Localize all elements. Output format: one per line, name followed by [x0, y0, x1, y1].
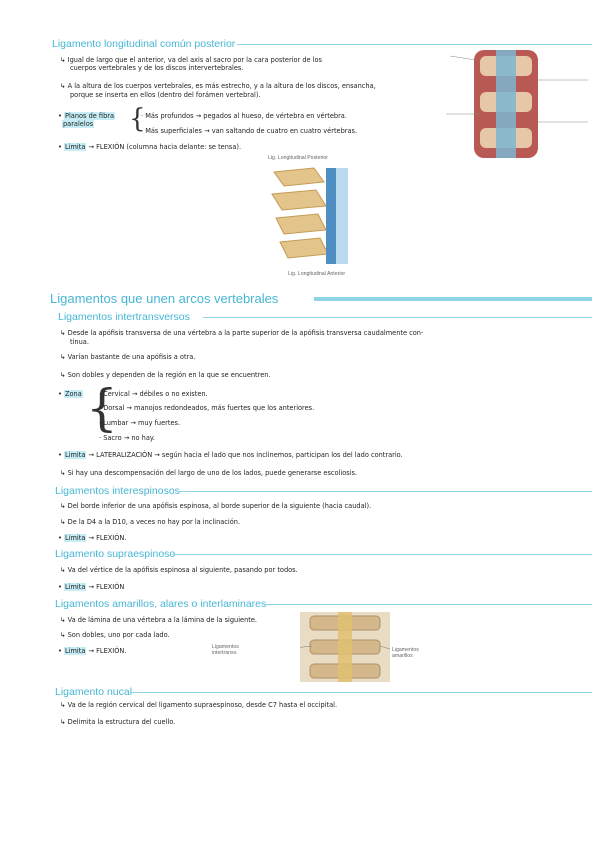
section-title-supraespinoso: Ligamento supraespinoso: [55, 548, 176, 560]
brace: {: [86, 379, 118, 437]
figure-label-left: Ligamentos intertransv.: [212, 644, 239, 656]
section-title-posterior: Ligamento longitudinal común posterior: [52, 38, 236, 50]
limita-line: • Limita → FLEXIÓN.: [58, 647, 127, 655]
text-line: tinua.: [70, 338, 89, 346]
zona-label: • Zona: [58, 390, 82, 398]
title-rule: [172, 554, 592, 555]
zona-item: · Dorsal → manojos redondeados, más fuertes que los anteriores.: [99, 404, 315, 412]
limita-line: • Limita → FLEXIÓN.: [58, 534, 127, 542]
zona-item: · Sacro → no hay.: [99, 434, 155, 442]
zona-item: · Cervical → débiles o no existen.: [99, 390, 208, 398]
spine-posterior-figure: [440, 46, 590, 162]
section-title-amarillos: Ligamentos amarillos, alares o interlaminares: [55, 598, 267, 610]
text-line: ↳ Desde la apófisis transversa de una vértebra a la parte superior de la apófisis transversa caudalmente con-: [60, 329, 424, 337]
text-line: ↳ Son dobles, uno por cada lado.: [60, 631, 170, 639]
planos-label-2: paralelos: [63, 120, 94, 128]
planos-label: • Planos de fibra: [58, 112, 115, 120]
text-line: ↳ Delimita la estructura del cuello.: [60, 718, 176, 726]
planos-item: · Más superficiales → van saltando de cuatro en cuatro vértebras.: [141, 127, 358, 135]
figure-label-right: Ligamentos amarillos: [392, 647, 419, 659]
text-line: ↳ Va de la región cervical del ligamento supraespinoso, desde C7 hasta el occipital.: [60, 701, 338, 709]
text-line: ↳ Varían bastante de una apófisis a otra.: [60, 353, 196, 361]
text-line: cuerpos vertebrales y de los discos intervertebrales.: [70, 64, 244, 72]
title-rule: [314, 297, 592, 301]
text-line: ↳ Si hay una descompensación del largo de uno de los lados, puede generarse escoliosis.: [60, 469, 358, 477]
text-line: ↳ De la D4 a la D10, a veces no hay por la inclinación.: [60, 518, 241, 526]
section-title-intertransversos: Ligamentos intertransversos: [58, 311, 190, 323]
section-title-nucal: Ligamento nucal: [55, 686, 133, 698]
text-line: ↳ A la altura de los cuerpos vertebrales, es más estrecho, y a la altura de los discos, ensancha,: [60, 82, 376, 90]
limita-line: • Limita → LATERALIZACIÓN → según hacia el lado que nos inclinemos, participan los del lado contrario.: [58, 451, 403, 459]
spine-lateral-figure: [264, 164, 364, 270]
brace: {: [129, 104, 146, 134]
text-line: ↳ Del borde inferior de una apófisis espinosa, al borde superior de la siguiente (hacia caudal).: [60, 502, 372, 510]
section-title-interespinosos: Ligamentos interespinosos: [55, 485, 180, 497]
limita-line: • Limita → FLEXIÓN (columna hacia delante: se tensa).: [58, 143, 242, 151]
limita-line: • Limita → FLEXIÓN: [58, 583, 125, 591]
section-title-arcos: Ligamentos que unen arcos vertebrales: [50, 291, 279, 306]
title-rule: [178, 491, 592, 492]
figure-caption-bottom: Lig. Longitudinal Anterior: [288, 271, 346, 277]
zona-item: · Lumbar → muy fuertes.: [99, 419, 181, 427]
title-rule: [130, 692, 592, 693]
title-rule: [265, 604, 592, 605]
title-rule: [237, 44, 592, 45]
text-line: ↳ Va del vértice de la apófisis espinosa al siguiente, pasando por todos.: [60, 566, 298, 574]
text-line: ↳ Son dobles y dependen de la región en la que se encuentren.: [60, 371, 271, 379]
title-rule: [203, 317, 592, 318]
text-line: porque se inserta en ellos (dentro del forámen vertebral).: [70, 91, 261, 99]
text-line: ↳ Igual de largo que el anterior, va del axis al sacro por la cara posterior de los: [60, 56, 322, 64]
text-line: ↳ Va de lámina de una vértebra a la lámina de la siguiente.: [60, 616, 258, 624]
vertebrae-ligament-figure: [300, 612, 390, 682]
figure-caption-top: Lig. Longitudinal Posterior: [268, 155, 328, 161]
planos-item: · Más profundos → pegados al hueso, de vértebra en vértebra.: [141, 112, 347, 120]
